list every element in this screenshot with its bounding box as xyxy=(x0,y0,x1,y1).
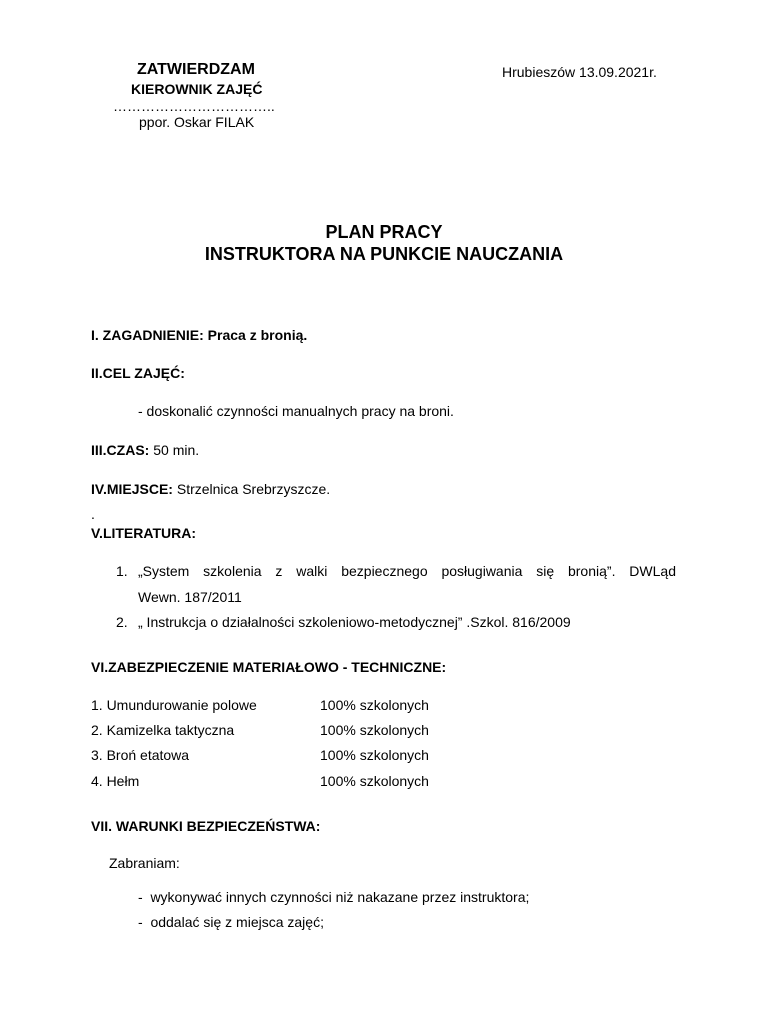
section-literature-label: V.LITERATURA: xyxy=(91,525,196,541)
section-goal-label: II.CEL ZAJĘĆ: xyxy=(91,365,185,381)
materials-item-qty: 100% szkolonych xyxy=(320,747,429,763)
materials-item-qty: 100% szkolonych xyxy=(320,773,429,789)
section-materials-label: VI.ZABEZPIECZENIE MATERIAŁOWO - TECHNICZNE: xyxy=(91,659,447,675)
stray-dot: . xyxy=(91,506,95,522)
section-topic-label: I. ZAGADNIENIE: xyxy=(91,327,204,343)
section-time xyxy=(91,442,199,458)
place-date: Hrubieszów 13.09.2021r. xyxy=(502,64,657,80)
approval-heading: ZATWIERDZAM xyxy=(137,61,255,78)
signature-dots: …………………………….. xyxy=(113,98,275,114)
literature-item-1-line2: Wewn. 187/2011 xyxy=(138,589,242,605)
literature-item-1-num: 1. xyxy=(116,563,128,579)
signer-name: ppor. Oskar FILAK xyxy=(139,114,255,130)
materials-item-name: 2. Kamizelka taktyczna xyxy=(91,722,235,738)
section-topic-value: Praca z bronią. xyxy=(203,327,308,343)
section-safety-label: VII. WARUNKI BEZPIECZEŃSTWA: xyxy=(91,818,321,834)
safety-intro: Zabraniam: xyxy=(109,855,180,871)
approval-role: KIEROWNIK ZAJĘĆ xyxy=(131,81,263,97)
literature-item-1-line1: „System szkolenia z walki bezpiecznego posługiwania się bronią”. DWLąd xyxy=(138,563,676,579)
section-topic xyxy=(91,327,307,343)
materials-item-qty: 100% szkolonych xyxy=(320,722,429,738)
safety-item: - oddalać się z miejsca zajęć; xyxy=(138,914,324,930)
literature-item-2-line1: „ Instrukcja o działalności szkoleniowo-metodycznej” .Szkol. 816/2009 xyxy=(138,614,571,630)
section-place-label: IV.MIEJSCE: xyxy=(91,481,173,497)
section-time-value: 50 min. xyxy=(149,442,200,458)
section-place-value: Strzelnica Srebrzyszcze. xyxy=(172,481,331,497)
safety-item: - wykonywać innych czynności niż nakazane przez instruktora; xyxy=(138,889,530,905)
document-title-line2: INSTRUKTORA NA PUNKCIE NAUCZANIA xyxy=(204,244,564,264)
section-place xyxy=(91,481,330,497)
materials-item-name: 1. Umundurowanie polowe xyxy=(91,697,257,713)
literature-item-2-num: 2. xyxy=(116,614,128,630)
document-title-line1: PLAN PRACY xyxy=(325,222,443,242)
materials-item-name: 4. Hełm xyxy=(91,773,140,789)
section-time-label: III.CZAS: xyxy=(91,442,150,458)
materials-item-name: 3. Broń etatowa xyxy=(91,747,190,763)
section-goal-item: - doskonalić czynności manualnych pracy na broni. xyxy=(138,403,454,419)
materials-item-qty: 100% szkolonych xyxy=(320,697,429,713)
